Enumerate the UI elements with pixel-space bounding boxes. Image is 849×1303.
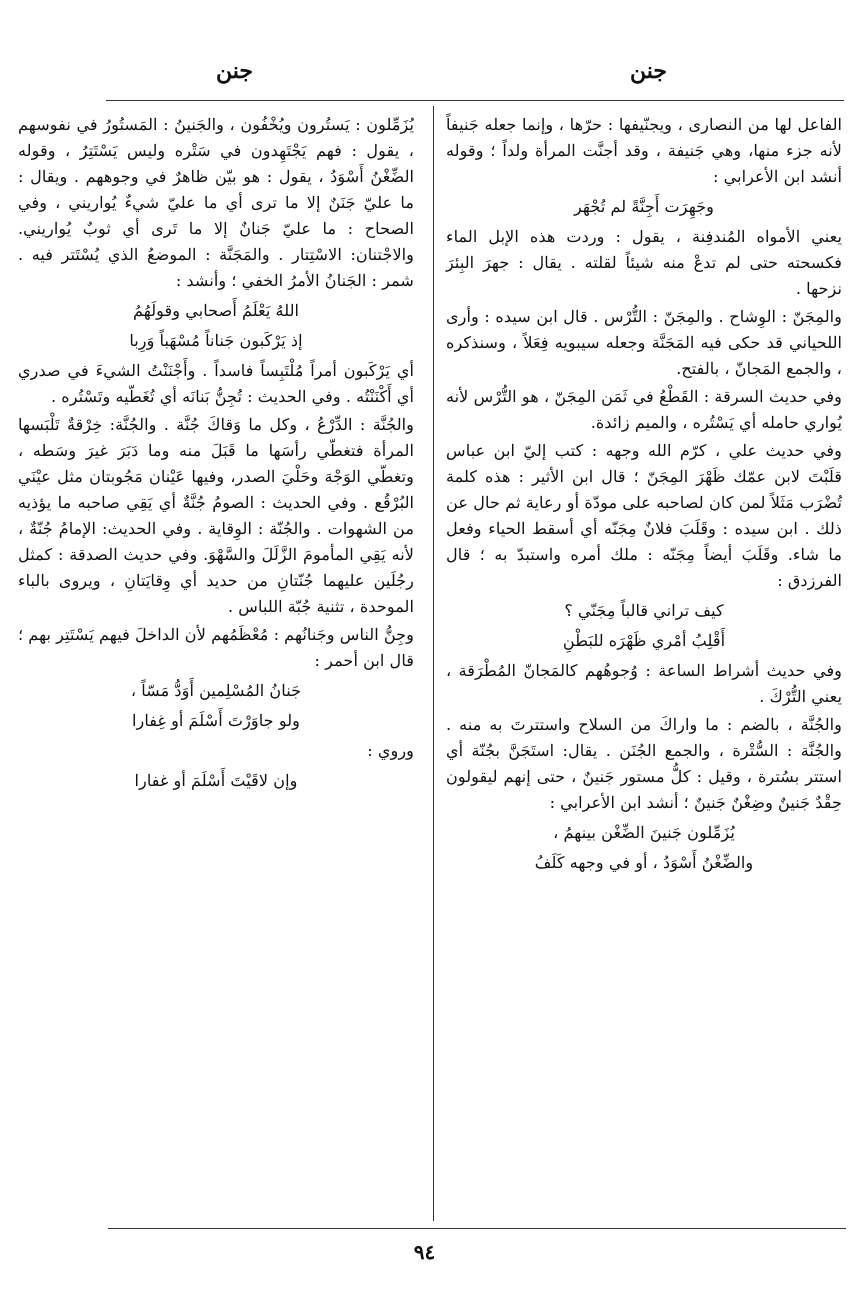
- paragraph: الفاعل لها من النصارى ، ويجنّيفها : حرّها ، وإنما جعله جَنيفاً لأنه جزء منها، وهي جَنيفة ، وقد أجنَّت المرأة ولداً ؛ وقوله أنشد ابن الأعرابي :: [446, 115, 842, 186]
- column-divider: [433, 106, 434, 1221]
- page-number: ٩٤: [413, 1240, 436, 1264]
- paragraph: وجِنُّ الناس وجَنانُهم : مُعْظَمُهم لأن الداخلَ فيهم يَسْتَتِر بهم ؛ قال ابن أحمر :: [18, 625, 414, 670]
- paragraph: والجُنَّة : الدِّرْعُ ، وكل ما وَقاكَ جُنَّة . والجُنَّة: خِرْقةٌ تَلْبَسها المرأة فتغطّي رأسَها ما قَبَلَ منه وما دَبَرَ غيرَ وسَطه ، وتغطّي الوَجْهَ وحَلْيَ الصدر، وفيها عَيْنان مَجُوبتان مثل عيْنَي البُرْقُع . وفي الحديث : الصومُ جُنَّةٌ أي يَقِي صاحبه ما يؤذيه من الشهوات . والجُنّة : الوِقاية . وفي الحديث: الإمامُ جُنّةٌ ، لأنه يَقِي المأمومَ الزَّلَلَ والسَّهْوَ. وفي حديث الصدقة : كمثل رجُلَين عليهما جُنّتانِ من حديد أي وِقايَتانِ ، ويروى بالباء الموحدة ، تثنية جُبّة اللباس .: [18, 415, 414, 616]
- paragraph: أي يَرْكَبون أمراً مُلْتَبِساً فاسداً . وأَجْنَنْتُ الشيءَ في صدري أي أَكْنَنْتُه . وفي الحديث : تُجِنُّ بَنانَه أي تُغَطّيه وتَسْتُره .: [18, 361, 414, 406]
- verse-line: إذ يَرْكَبون جَناناً مُسْهَباً وَرِبا: [129, 331, 303, 350]
- paragraph: وفي حديث علي ، كرّم الله وجهه : كتب إليّ ابن عباس قلَبْتَ لابن عمّك ظَهْرَ المِجَنّ ؛ قال ابن الأثير : هذه كلمة تُضْرَب مَثَلاً لمن كان لصاحبه على مودّة أو رعاية ثم حال عن ذلك . ابن سيده : وقَلَبَ فلانٌ مِجَنّه أي أسقط الحياء وفعل ما شاء. وقَلَبَ أيضاً مِجَنّه : ملك أمره واستبدّ به ؛ قال الفرزدق :: [446, 441, 842, 590]
- left-running-head: جنن: [216, 58, 253, 84]
- paragraph: وروي :: [367, 741, 414, 760]
- right-running-head: جنن: [630, 58, 667, 84]
- verse-line: وإن لاقَيْتَ أَسْلَمَ أو غفارا: [134, 771, 298, 790]
- paragraph: وفي حديث السرقة : القَطْعُ في ثَمَن المِجَنّ ، هو التُّرْس لأنه يُواري حامله أي يَسْتُره ، والميم زائدة.: [446, 387, 842, 432]
- paragraph: والجُنَّة ، بالضم : ما واراكَ من السلاح واستترتَ به منه . والجُنَّة : السُّتْرة ، والجمع الجُنَن . يقال: استَجَنَّ بجُنّة أي استتر بسُترة ، وقيل : كلُّ مستور جَنينٌ ، حتى إنهم ليقولون حِقْدٌ جَنينٌ وضِغْنٌ جَنينٌ ؛ أنشد ابن الأعرابي :: [446, 715, 842, 812]
- right-column: [446, 112, 842, 880]
- verse-line: أَقْلِبُ أمْري ظَهْرَه للبَطْنِ: [562, 631, 726, 650]
- left-column: [18, 112, 414, 798]
- top-rule: [106, 100, 844, 101]
- verse-line: ولو جاوَرْتَ أَسْلَمَ أو غِفارا: [132, 711, 300, 730]
- paragraph: وفي حديث أشراط الساعة : وُجوهُهم كالمَجانّ المُطْرَقة ، يعني التُّرْكَ .: [446, 661, 842, 706]
- verse-line: والضِّغْنُ أَسْوَدُ ، أو في وجهه كَلَفُ: [534, 853, 754, 872]
- verse-line: اللهُ يَعْلَمُ أَصحابي وقولَهُمُ: [132, 301, 300, 320]
- verse-line: كيف تراني قالباً مِجَنّي ؟: [564, 601, 724, 620]
- bottom-rule: [108, 1228, 846, 1229]
- verse-line: جَنانُ المُسْلِمين أَوَدُّ مَسّاً ،: [130, 681, 302, 700]
- paragraph: والمِجَنّ : الوِشاح . والمِجَنّ : التُّرْس . قال ابن سيده : وأرى اللحياني قد حكى فيه المَجَنَّة وجعله سيبويه فِعَلاً ، وسنذكره ، والجمع المَجانّ ، بالفتح.: [446, 307, 842, 378]
- verse-line: وجَهِرَت أَجِنَّةً لم تُجْهَر: [573, 197, 714, 216]
- verse-line: يُزَمِّلون جَنينَ الضِّغْن بينهمُ ،: [553, 823, 735, 842]
- paragraph: يعني الأمواه المُندفِنة ، يقول : وردت هذه الإبل الماء فكسحته حتى لم تدعْ منه شيئاً لقلته . يقال : جهرَ البِئرَ نزحها .: [446, 227, 842, 298]
- paragraph: يُزَمِّلون : يَستُرون ويُخْفُون ، والجَنينُ : المَستُورُ في نفوسهم ، يقول : فهم يَجْتَهِدون في سَتْره وليس يَسْتَتِرُ ، وقوله الضِّغْنُ أَسْوَدُ ، يقول : هو بيّن ظاهرٌ في وجوههم . ويقال : ما عليّ جَنَنٌ إلا ما ترى أي ما عليّ شيءٌ يُواريني ، وفي الصحاح : ما عليّ جَنانٌ إلا ما تَرى أي ثوبٌ يُواريني. والاجْتنان: الاسْتِتار . والمَجَنَّة : الموضعُ الذي يُسْتَتر فيه . شمر : الجَنانُ الأمرُ الخفي ؛ وأنشد :: [18, 115, 414, 290]
